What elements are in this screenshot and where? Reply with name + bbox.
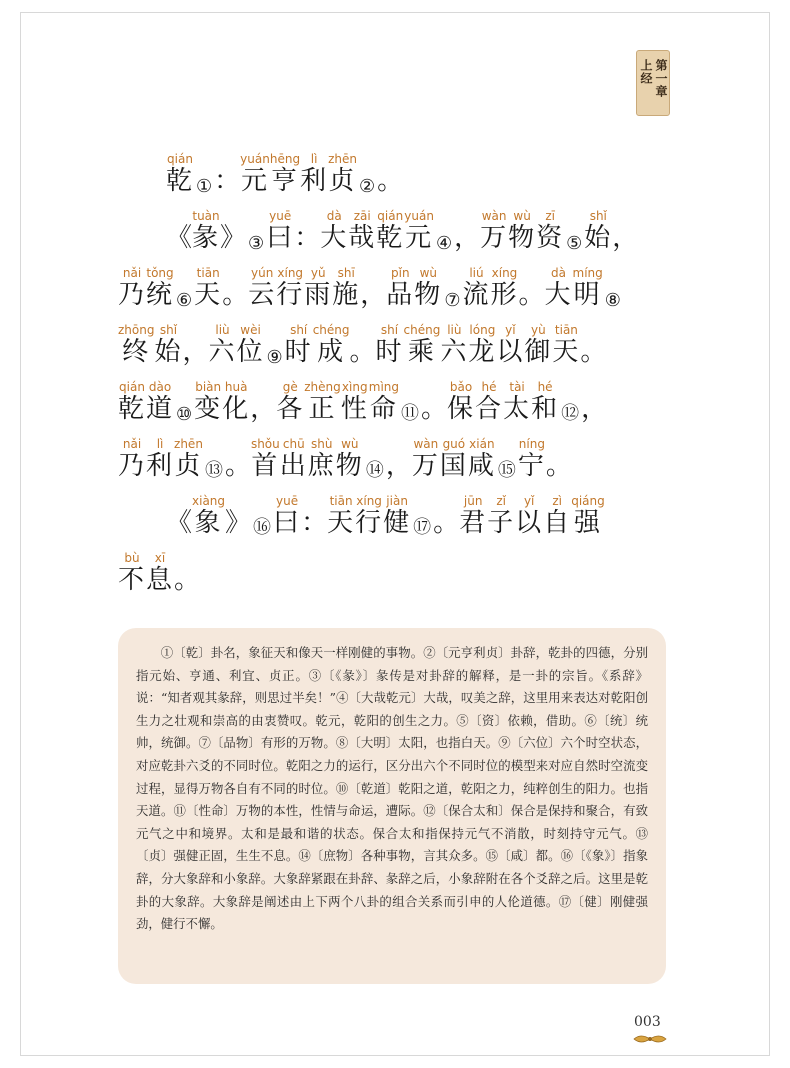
punctuation: 。 [222, 280, 249, 310]
verse-character [308, 438, 336, 482]
verse-hanzi: 首 [250, 451, 280, 481]
verse-pinyin: wàn [411, 437, 440, 451]
verse-hanzi: 统 [146, 280, 175, 310]
punctuation: ， [250, 394, 277, 424]
verse-character [508, 210, 536, 254]
verse-line [118, 311, 678, 368]
verse-pinyin: tǒng [146, 266, 175, 280]
verse-pinyin: yuán [240, 152, 270, 166]
verse-character [266, 210, 294, 254]
verse-pinyin: wèi [236, 323, 265, 337]
verse-pinyin: shǐ [584, 209, 613, 223]
footnote-marker: ⑤ [566, 233, 583, 254]
verse-character [304, 267, 332, 311]
verse-hanzi: 终 [118, 337, 155, 367]
punctuation: 》 [220, 223, 247, 253]
verse-hanzi: 物 [508, 223, 537, 253]
verse-character [475, 381, 503, 425]
verse-hanzi: 太 [503, 394, 532, 424]
punctuation: ： [301, 508, 328, 538]
punctuation: 《 [166, 223, 193, 253]
verse-hanzi: 大 [320, 223, 349, 253]
verse-character [468, 324, 496, 368]
verse-pinyin: dà [544, 266, 573, 280]
verse-character [146, 381, 174, 425]
verse-pinyin: qiáng [571, 494, 605, 508]
footnote-marker: ⑩ [176, 404, 193, 425]
verse-hanzi: 行 [355, 508, 384, 538]
verse-hanzi: 施 [332, 280, 361, 310]
verse-pinyin: zhèng [304, 380, 341, 394]
verse-pinyin: zī [536, 209, 565, 223]
verse-character [285, 324, 313, 368]
verse-hanzi: 始 [154, 337, 183, 367]
footnote-marker: ④ [435, 233, 453, 254]
punctuation: ： [294, 223, 321, 253]
verse-character [240, 153, 270, 197]
verse-character [118, 324, 154, 368]
verse-hanzi: 各 [276, 394, 305, 424]
verse-pinyin: liù [440, 323, 469, 337]
verse-pinyin: jiàn [383, 494, 412, 508]
verse-character [524, 324, 552, 368]
verse-hanzi: 哉 [348, 223, 377, 253]
verse-hanzi: 明 [572, 280, 603, 310]
verse-pinyin: wù [335, 437, 364, 451]
verse-hanzi: 资 [536, 223, 565, 253]
verse-hanzi: 品 [386, 280, 415, 310]
verse-pinyin: qián [166, 152, 195, 166]
verse-pinyin: liú [462, 266, 491, 280]
verse-hanzi: 雨 [304, 280, 333, 310]
punctuation: 。 [421, 394, 448, 424]
verse-hanzi: 大 [544, 280, 573, 310]
verse-character [447, 381, 475, 425]
punctuation: 。 [580, 337, 607, 367]
verse-pinyin: yù [524, 323, 553, 337]
verse-pinyin: biàn [194, 380, 223, 394]
verse-character [355, 495, 383, 539]
verse-pinyin: xíng [490, 266, 519, 280]
verse-pinyin: zì [543, 494, 572, 508]
page-frame-bottom [20, 1055, 770, 1056]
footnote-marker: ⑨ [266, 347, 283, 368]
verse-pinyin: yǐ [515, 494, 544, 508]
verse-pinyin: nǎi [118, 266, 147, 280]
verse-hanzi: 御 [524, 337, 553, 367]
verse-character [503, 381, 531, 425]
footnote-marker: ⑬ [204, 460, 223, 481]
verse-pinyin: hé [475, 380, 504, 394]
verse-hanzi: 天 [327, 508, 356, 538]
page-number: 003 [634, 1014, 661, 1030]
verse-character [536, 210, 564, 254]
verse-hanzi: 正 [304, 394, 341, 424]
verse-character [209, 324, 237, 368]
punctuation: 。 [349, 337, 376, 367]
verse-character [276, 267, 304, 311]
verse-character [468, 438, 496, 482]
punctuation: 。 [545, 451, 572, 481]
verse-pinyin: lì [146, 437, 175, 451]
page-frame-top [20, 12, 770, 13]
verse-hanzi: 成 [312, 337, 350, 367]
verse-hanzi: 变 [194, 394, 223, 424]
verse-pinyin: dà [320, 209, 349, 223]
verse-character [304, 381, 341, 425]
verse-hanzi: 乾 [118, 394, 147, 424]
verse-pinyin: zǐ [487, 494, 516, 508]
verse-pinyin: zhēn [174, 437, 203, 451]
verse-hanzi: 象 [192, 508, 226, 538]
verse-hanzi: 以 [496, 337, 525, 367]
verse-hanzi: 咸 [467, 451, 496, 481]
verse-pinyin: xìng [340, 380, 369, 394]
verse-pinyin: pǐn [386, 266, 415, 280]
verse-pinyin: nǎi [118, 437, 147, 451]
verse-pinyin: chéng [403, 323, 441, 337]
verse-hanzi: 贞 [328, 166, 357, 196]
verse-hanzi: 乘 [403, 337, 441, 367]
verse-pinyin: míng [572, 266, 603, 280]
footnote-marker: ⑰ [413, 517, 432, 538]
verse-pinyin: hé [531, 380, 560, 394]
punctuation: ， [360, 280, 387, 310]
verse-character [376, 210, 404, 254]
verse-hanzi: 元 [240, 166, 270, 196]
verse-character [146, 438, 174, 482]
verse-line [118, 539, 678, 596]
verse-hanzi: 亨 [269, 166, 301, 196]
verse-character [146, 552, 174, 596]
verse-hanzi: 行 [276, 280, 305, 310]
verse-character [545, 267, 573, 311]
verse-character [280, 438, 308, 482]
punctuation: ， [581, 394, 608, 424]
verse-hanzi: 六 [440, 337, 469, 367]
verse-pinyin: tiān [327, 494, 356, 508]
verse-pinyin: tiān [194, 266, 223, 280]
verse-character [412, 438, 440, 482]
verse-pinyin: wàn [480, 209, 509, 223]
punctuation: ， [385, 451, 412, 481]
verse-hanzi: 天 [194, 280, 223, 310]
verse-pinyin: yǔ [304, 266, 333, 280]
verse-character [462, 267, 490, 311]
verse-hanzi: 道 [146, 394, 175, 424]
footnote-marker: ⑧ [604, 290, 621, 311]
verse-hanzi: 乃 [118, 280, 147, 310]
verse-pinyin: dào [146, 380, 175, 394]
footnote-marker: ⑯ [253, 517, 272, 538]
verse-hanzi: 曰 [266, 223, 295, 253]
verse-pinyin: tài [503, 380, 532, 394]
verse-pinyin: yuē [273, 494, 302, 508]
verse-pinyin: wù [414, 266, 443, 280]
verse-pinyin: qián [376, 209, 405, 223]
verse-hanzi: 利 [300, 166, 329, 196]
verse-line [118, 368, 678, 425]
verse-character [404, 210, 434, 254]
verse-hanzi: 元 [404, 223, 434, 253]
verse-hanzi: 庶 [307, 451, 336, 481]
verse-pinyin: yuán [404, 209, 434, 223]
verse-pinyin: wù [508, 209, 537, 223]
verse-pinyin: xiàng [192, 494, 226, 508]
verse-character [573, 267, 603, 311]
verse-character [237, 324, 265, 368]
verse-character [192, 495, 225, 539]
verse-hanzi: 物 [335, 451, 364, 481]
verse-character [270, 153, 300, 197]
verse-character [327, 495, 355, 539]
verse-character [440, 438, 468, 482]
verse-character [118, 381, 146, 425]
verse-hanzi: 君 [459, 508, 488, 538]
verse-pinyin: shù [307, 437, 336, 451]
footnote-marker: ⑪ [401, 403, 420, 424]
verse-hanzi: 时 [375, 337, 404, 367]
verse-hanzi: 六 [208, 337, 237, 367]
verse-pinyin: tuàn [192, 209, 221, 223]
verse-character [386, 267, 414, 311]
verse-pinyin: shǒu [250, 437, 280, 451]
verse-hanzi: 健 [383, 508, 412, 538]
punctuation: ： [214, 166, 241, 196]
verse-hanzi: 保 [447, 394, 476, 424]
verse-hanzi: 以 [515, 508, 544, 538]
verse-character [531, 381, 559, 425]
verse-hanzi: 天 [552, 337, 581, 367]
verse-pinyin: xī [146, 551, 175, 565]
verse-pinyin: huà [222, 380, 251, 394]
verse-character [192, 210, 220, 254]
verse-pinyin: yuē [266, 209, 295, 223]
verse-character [118, 267, 146, 311]
verse-pinyin: lóng [468, 323, 497, 337]
verse-character [300, 153, 328, 197]
verse-pinyin: tiān [552, 323, 581, 337]
verse-pinyin: lì [300, 152, 329, 166]
verse-character [383, 495, 411, 539]
chapter-tab [636, 50, 670, 116]
verse-character [348, 210, 376, 254]
chapter-tab-title: 第一章 [654, 59, 668, 98]
punctuation: 《 [166, 508, 193, 538]
annotation-text: ①〔乾〕卦名，象征天和像天一样刚健的事物。②〔元亨利贞〕卦辞，乾卦的四德，分别指元始、亨通、利宜、贞正。③〔《彖》〕彖传是对卦辞的解释，是一卦的宗旨。《系辞》说：“知者观其彖辞，则思过半矣！”④〔大哉乾元〕大哉，叹美之辞，这里用来表达对乾阳创生力之壮观和崇高的由衷赞叹。乾元，乾阳的创生之力。⑤〔资〕依赖，借助。⑥〔统〕统帅，统御。⑦〔品物〕有形的万物。⑧〔大明〕太阳，也指白天。⑨〔六位〕六个时空状态，对应乾卦六爻的不同时位。乾阳之力的运行，区分出六个不同时位的模型来对应自然时空流变过程，显得万物各自有不同的时位。⑩〔乾道〕乾阳之道，乾阳之力，纯粹创生的阳力。也指天道。⑪〔性命〕万物的本性，性情与命运，遭际。⑫〔保合太和〕保合是保持和聚合，有致元气之中和境界。太和是最和谐的状态。保合太和指保持元气不消散，时刻持守元气。⑬〔贞〕强健正固，生生不息。⑭〔庶物〕各种事物，言其众多。⑮〔咸〕都。⑯〔《象》〕指象辞，分大象辞和小象辞。大象辞紧跟在卦辞、彖辞之后，小象辞附在各个爻辞之后。这里是乾卦的大象辞。大象辞是阐述由上下两个八卦的组合关系而引申的人伦道德。⑰〔健〕刚健强劲，健行不懈。 [136, 645, 648, 932]
page-ornament-icon [632, 1033, 668, 1045]
verse-pinyin: shǐ [154, 323, 183, 337]
verse-pinyin: hēng [269, 152, 301, 166]
verse-pinyin: zāi [348, 209, 377, 223]
footnote-marker: ⑭ [365, 460, 384, 481]
verse-character [584, 210, 612, 254]
verse-character [369, 381, 399, 425]
verse-character [251, 438, 280, 482]
footnote-marker: ⑦ [444, 290, 461, 311]
verse-hanzi: 乃 [118, 451, 147, 481]
page-frame-left [20, 12, 21, 1056]
verse-hanzi: 乾 [166, 166, 195, 196]
verse-pinyin: qián [118, 380, 147, 394]
page-frame-right [769, 12, 770, 1056]
footnote-marker: ③ [248, 233, 265, 254]
punctuation: ， [454, 223, 481, 253]
verse-hanzi: 云 [248, 280, 277, 310]
verse-hanzi: 物 [414, 280, 443, 310]
verse-pinyin: zhēn [328, 152, 357, 166]
verse-pinyin: gè [276, 380, 305, 394]
verse-hanzi: 形 [490, 280, 519, 310]
verse-character [487, 495, 515, 539]
verse-character [222, 381, 250, 425]
verse-line [118, 197, 678, 254]
verse-character [174, 438, 203, 482]
verse-pinyin: chéng [312, 323, 350, 337]
verse-character [154, 324, 182, 368]
verse-character [515, 495, 543, 539]
verse-character [552, 324, 580, 368]
verse-character [341, 381, 369, 425]
punctuation: ， [612, 223, 639, 253]
footnote-marker: ② [358, 176, 376, 197]
verse-hanzi: 不 [118, 565, 147, 595]
verse-hanzi: 位 [236, 337, 265, 367]
footnote-marker: ⑮ [497, 460, 516, 481]
verse-character [543, 495, 571, 539]
verse-character [320, 210, 348, 254]
verse-character [376, 324, 404, 368]
verse-pinyin: xíng [276, 266, 305, 280]
verse-hanzi: 万 [411, 451, 440, 481]
verse-pinyin: xián [467, 437, 496, 451]
punctuation: 。 [433, 508, 460, 538]
verse-character [313, 324, 350, 368]
punctuation: 。 [224, 451, 251, 481]
verse-hanzi: 利 [146, 451, 175, 481]
verse-line [118, 254, 678, 311]
verse-pinyin: xíng [355, 494, 384, 508]
verse-hanzi: 息 [146, 565, 175, 595]
chapter-tab-subtitle: 上经 [639, 59, 653, 85]
verse-pinyin: níng [517, 437, 546, 451]
verse-character [404, 324, 441, 368]
verse-character [518, 438, 546, 482]
verse-hanzi: 万 [480, 223, 509, 253]
verse-hanzi: 曰 [273, 508, 302, 538]
verse-hanzi: 合 [475, 394, 504, 424]
verse-character [166, 153, 194, 197]
verse-pinyin: mìng [368, 380, 400, 394]
verse-hanzi: 和 [531, 394, 560, 424]
verse-character [276, 381, 304, 425]
verse-pinyin: guó [439, 437, 468, 451]
punctuation: 。 [174, 565, 201, 595]
verse-hanzi: 彖 [192, 223, 221, 253]
verse-pinyin: bù [118, 551, 147, 565]
verse-hanzi: 龙 [468, 337, 497, 367]
verse-hanzi: 强 [571, 508, 605, 538]
footnote-marker: ① [196, 176, 213, 197]
verse-character [273, 495, 301, 539]
verse-hanzi: 子 [487, 508, 516, 538]
verse-line [118, 140, 678, 197]
verse-pinyin: liù [208, 323, 237, 337]
verse-hanzi: 流 [462, 280, 491, 310]
verse-character [194, 381, 222, 425]
verse-character [571, 495, 605, 539]
verse-pinyin: bǎo [447, 380, 476, 394]
footnote-marker: ⑫ [561, 403, 580, 424]
verse-hanzi: 自 [543, 508, 572, 538]
verse-hanzi: 化 [222, 394, 251, 424]
verse-hanzi: 命 [368, 394, 399, 424]
verse-hanzi: 始 [584, 223, 613, 253]
punctuation: ， [182, 337, 209, 367]
verse-hanzi: 性 [340, 394, 369, 424]
verse-pinyin: shī [332, 266, 361, 280]
verse-character [480, 210, 508, 254]
verse-character [194, 267, 222, 311]
verse-character [328, 153, 357, 197]
verse-character [490, 267, 518, 311]
verse-character [459, 495, 487, 539]
verse-character [414, 267, 442, 311]
verse-pinyin: zhōng [118, 323, 155, 337]
verse-hanzi: 贞 [174, 451, 203, 481]
verse-hanzi: 出 [279, 451, 308, 481]
verse-pinyin: chū [279, 437, 308, 451]
verse-pinyin: yǐ [496, 323, 525, 337]
verse-character [146, 267, 174, 311]
verse-hanzi: 时 [284, 337, 313, 367]
verse-hanzi: 国 [439, 451, 468, 481]
classic-text [118, 140, 678, 596]
footnote-marker: ⑥ [176, 290, 193, 311]
verse-character [118, 552, 146, 596]
verse-line [118, 425, 678, 482]
verse-line [118, 482, 678, 539]
verse-character [332, 267, 360, 311]
annotation-box [118, 628, 666, 984]
verse-character [496, 324, 524, 368]
verse-pinyin: shí [375, 323, 404, 337]
verse-character [118, 438, 146, 482]
punctuation: 。 [377, 166, 404, 196]
verse-pinyin: shí [284, 323, 313, 337]
verse-pinyin: yún [248, 266, 277, 280]
verse-character [440, 324, 468, 368]
verse-hanzi: 宁 [517, 451, 546, 481]
verse-hanzi: 乾 [376, 223, 405, 253]
verse-character [336, 438, 364, 482]
punctuation: 。 [518, 280, 545, 310]
verse-character [248, 267, 276, 311]
punctuation: 》 [225, 508, 252, 538]
verse-pinyin: jūn [459, 494, 488, 508]
